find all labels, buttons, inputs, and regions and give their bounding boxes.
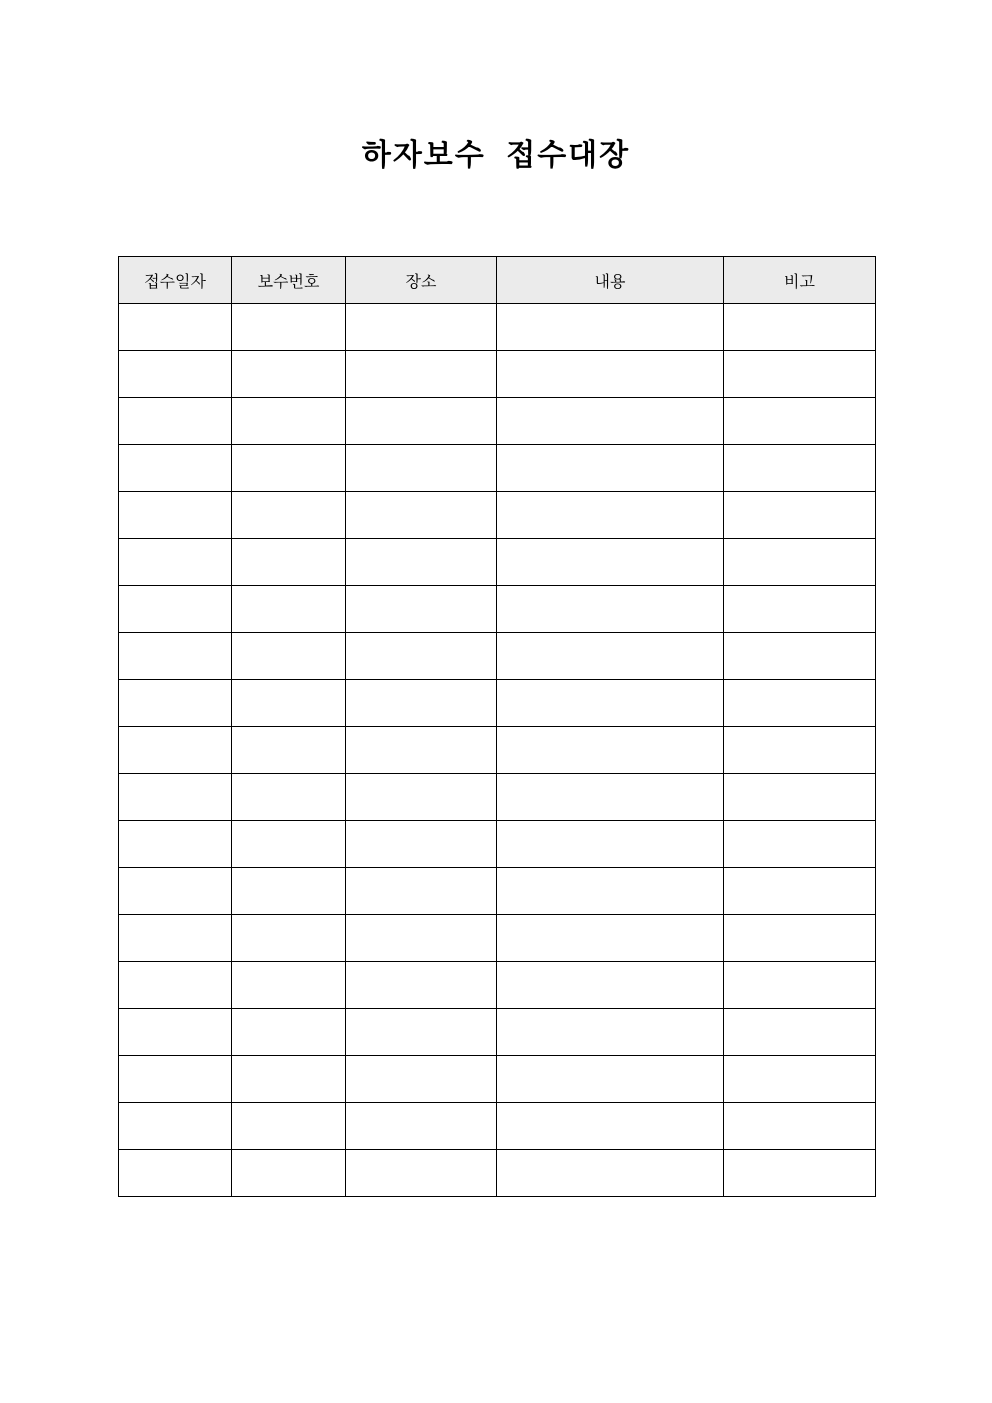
cell-repair-number[interactable]	[232, 304, 346, 351]
cell-location[interactable]	[346, 1009, 497, 1056]
cell-content[interactable]	[497, 633, 724, 680]
header-remarks: 비고	[724, 257, 876, 304]
cell-remarks[interactable]	[724, 727, 876, 774]
cell-remarks[interactable]	[724, 1009, 876, 1056]
cell-remarks[interactable]	[724, 633, 876, 680]
cell-receipt-date[interactable]	[119, 1150, 232, 1197]
table-row	[119, 492, 876, 539]
table-row	[119, 539, 876, 586]
cell-remarks[interactable]	[724, 821, 876, 868]
cell-content[interactable]	[497, 539, 724, 586]
table-row	[119, 633, 876, 680]
table-row	[119, 727, 876, 774]
cell-location[interactable]	[346, 727, 497, 774]
table-row	[119, 586, 876, 633]
cell-content[interactable]	[497, 821, 724, 868]
table-row	[119, 1103, 876, 1150]
cell-remarks[interactable]	[724, 539, 876, 586]
cell-content[interactable]	[497, 727, 724, 774]
cell-location[interactable]	[346, 351, 497, 398]
cell-remarks[interactable]	[724, 868, 876, 915]
cell-location[interactable]	[346, 492, 497, 539]
cell-remarks[interactable]	[724, 351, 876, 398]
ledger-table	[118, 256, 876, 1197]
table-row	[119, 821, 876, 868]
cell-receipt-date[interactable]	[119, 774, 232, 821]
cell-repair-number[interactable]	[232, 1056, 346, 1103]
table-row	[119, 304, 876, 351]
cell-repair-number[interactable]	[232, 962, 346, 1009]
cell-receipt-date[interactable]	[119, 633, 232, 680]
cell-content[interactable]	[497, 398, 724, 445]
cell-receipt-date[interactable]	[119, 398, 232, 445]
cell-content[interactable]	[497, 586, 724, 633]
cell-location[interactable]	[346, 586, 497, 633]
header-content: 내용	[497, 257, 724, 304]
cell-location[interactable]	[346, 398, 497, 445]
cell-location[interactable]	[346, 680, 497, 727]
cell-receipt-date[interactable]	[119, 727, 232, 774]
cell-remarks[interactable]	[724, 915, 876, 962]
table-body	[119, 304, 876, 1197]
cell-repair-number[interactable]	[232, 445, 346, 492]
cell-content[interactable]	[497, 774, 724, 821]
cell-repair-number[interactable]	[232, 915, 346, 962]
cell-repair-number[interactable]	[232, 821, 346, 868]
cell-content[interactable]	[497, 492, 724, 539]
cell-receipt-date[interactable]	[119, 351, 232, 398]
table-row	[119, 1009, 876, 1056]
cell-receipt-date[interactable]	[119, 304, 232, 351]
cell-content[interactable]	[497, 1150, 724, 1197]
cell-remarks[interactable]	[724, 492, 876, 539]
cell-receipt-date[interactable]	[119, 1009, 232, 1056]
cell-repair-number[interactable]	[232, 351, 346, 398]
header-row	[119, 257, 876, 304]
cell-repair-number[interactable]	[232, 727, 346, 774]
cell-repair-number[interactable]	[232, 868, 346, 915]
cell-content[interactable]	[497, 1103, 724, 1150]
header-location: 장소	[346, 257, 497, 304]
cell-receipt-date[interactable]	[119, 539, 232, 586]
table-row	[119, 962, 876, 1009]
table-row	[119, 445, 876, 492]
table-header	[119, 257, 876, 304]
table-row	[119, 398, 876, 445]
cell-repair-number[interactable]	[232, 398, 346, 445]
cell-remarks[interactable]	[724, 1103, 876, 1150]
cell-content[interactable]	[497, 915, 724, 962]
cell-content[interactable]	[497, 445, 724, 492]
cell-location[interactable]	[346, 1150, 497, 1197]
cell-remarks[interactable]	[724, 680, 876, 727]
table-row	[119, 915, 876, 962]
cell-repair-number[interactable]	[232, 586, 346, 633]
cell-receipt-date[interactable]	[119, 492, 232, 539]
cell-location[interactable]	[346, 1056, 497, 1103]
cell-location[interactable]	[346, 304, 497, 351]
cell-location[interactable]	[346, 633, 497, 680]
table-row	[119, 351, 876, 398]
cell-repair-number[interactable]	[232, 1150, 346, 1197]
cell-receipt-date[interactable]	[119, 586, 232, 633]
cell-repair-number[interactable]	[232, 539, 346, 586]
header-repair-number: 보수번호	[232, 257, 346, 304]
page-title: 하자보수 접수대장	[361, 138, 631, 173]
cell-remarks[interactable]	[724, 445, 876, 492]
header-receipt-date: 접수일자	[119, 257, 232, 304]
cell-remarks[interactable]	[724, 304, 876, 351]
cell-receipt-date[interactable]	[119, 821, 232, 868]
cell-repair-number[interactable]	[232, 492, 346, 539]
table-row	[119, 1150, 876, 1197]
cell-receipt-date[interactable]	[119, 1103, 232, 1150]
cell-repair-number[interactable]	[232, 774, 346, 821]
cell-location[interactable]	[346, 774, 497, 821]
cell-repair-number[interactable]	[232, 1103, 346, 1150]
cell-repair-number[interactable]	[232, 1009, 346, 1056]
cell-receipt-date[interactable]	[119, 445, 232, 492]
table-row	[119, 774, 876, 821]
cell-location[interactable]	[346, 539, 497, 586]
cell-receipt-date[interactable]	[119, 1056, 232, 1103]
cell-content[interactable]	[497, 868, 724, 915]
cell-content[interactable]	[497, 304, 724, 351]
cell-location[interactable]	[346, 445, 497, 492]
cell-receipt-date[interactable]	[119, 868, 232, 915]
cell-receipt-date[interactable]	[119, 962, 232, 1009]
cell-repair-number[interactable]	[232, 633, 346, 680]
cell-remarks[interactable]	[724, 586, 876, 633]
cell-remarks[interactable]	[724, 962, 876, 1009]
cell-location[interactable]	[346, 962, 497, 1009]
cell-repair-number[interactable]	[232, 680, 346, 727]
cell-content[interactable]	[497, 351, 724, 398]
cell-location[interactable]	[346, 1103, 497, 1150]
cell-location[interactable]	[346, 821, 497, 868]
cell-receipt-date[interactable]	[119, 680, 232, 727]
table-row	[119, 680, 876, 727]
cell-location[interactable]	[346, 868, 497, 915]
cell-remarks[interactable]	[724, 398, 876, 445]
cell-content[interactable]	[497, 1009, 724, 1056]
cell-content[interactable]	[497, 680, 724, 727]
cell-remarks[interactable]	[724, 1150, 876, 1197]
cell-remarks[interactable]	[724, 774, 876, 821]
cell-receipt-date[interactable]	[119, 915, 232, 962]
cell-content[interactable]	[497, 1056, 724, 1103]
table-row	[119, 868, 876, 915]
cell-content[interactable]	[497, 962, 724, 1009]
table-row	[119, 1056, 876, 1103]
cell-location[interactable]	[346, 915, 497, 962]
cell-remarks[interactable]	[724, 1056, 876, 1103]
